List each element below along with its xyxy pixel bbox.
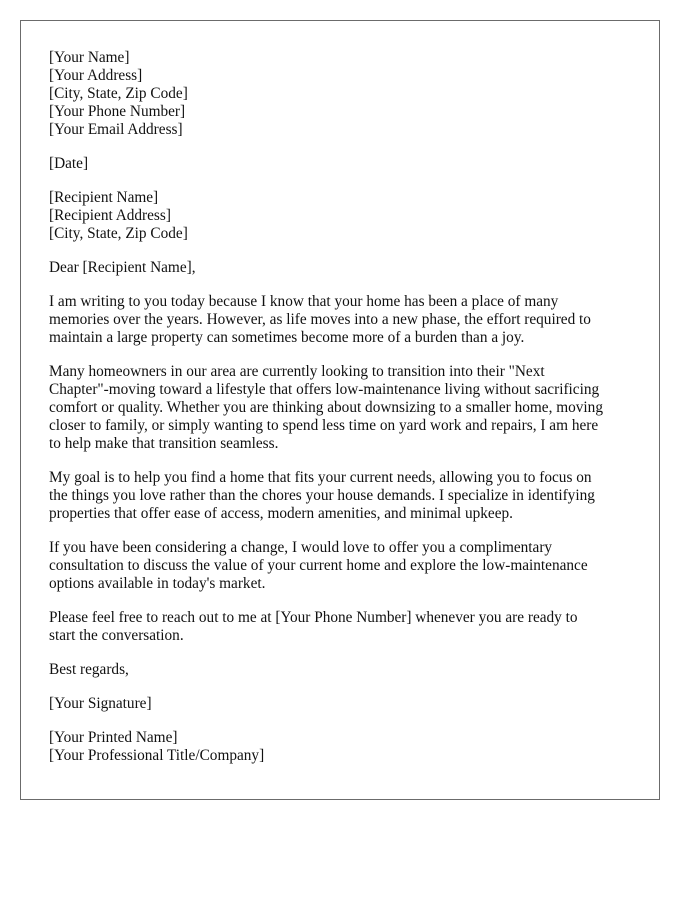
paragraph-line: closer to family, or simply wanting to spend less time on yard work and repairs, I am here — [49, 417, 599, 434]
letter-date: [Date] — [49, 155, 89, 172]
paragraph-line: options available in today's market. — [49, 575, 266, 592]
paragraph-line: consultation to discuss the value of your current home and explore the low-maintenance — [49, 557, 588, 574]
paragraph-3 — [49, 469, 634, 523]
paragraph-2 — [49, 363, 634, 453]
recipient-name: [Recipient Name] — [49, 189, 159, 206]
closing: Best regards, — [49, 661, 129, 678]
paragraph-1 — [49, 293, 634, 347]
paragraph-5 — [49, 609, 634, 645]
paragraph-line: the things you love rather than the chores your house demands. I specialize in identifying — [49, 487, 595, 504]
paragraph-line: My goal is to help you find a home that fits your current needs, allowing you to focus on — [49, 469, 592, 486]
paragraph-line: start the conversation. — [49, 627, 184, 644]
paragraph-line: Chapter"-moving toward a lifestyle that offers low-maintenance living without sacrificing — [49, 381, 600, 398]
paragraph-line: I am writing to you today because I know that your home has been a place of many — [49, 293, 559, 310]
recipient-city-state-zip: [City, State, Zip Code] — [49, 225, 188, 242]
letter-frame — [20, 20, 660, 800]
sender-address: [Your Address] — [49, 67, 143, 84]
paragraph-line: comfort or quality. Whether you are thinking about downsizing to a smaller home, moving — [49, 399, 603, 416]
sender-name: [Your Name] — [49, 49, 130, 66]
sender-block — [49, 49, 634, 139]
salutation: Dear [Recipient Name], — [49, 259, 196, 276]
recipient-block — [49, 189, 634, 243]
sender-email: [Your Email Address] — [49, 121, 183, 138]
paragraph-line: If you have been considering a change, I would love to offer you a complimentary — [49, 539, 553, 556]
sender-phone: [Your Phone Number] — [49, 103, 186, 120]
paragraph-line: maintain a large property can sometimes become more of a burden than a joy. — [49, 329, 525, 346]
paragraph-4 — [49, 539, 634, 593]
paragraph-line: Please feel free to reach out to me at [Your Phone Number] whenever you are ready to — [49, 609, 578, 626]
signature: [Your Signature] — [49, 695, 152, 712]
signature-block — [49, 729, 634, 765]
paragraph-line: memories over the years. However, as life moves into a new phase, the effort required to — [49, 311, 591, 328]
paragraph-line: Many homeowners in our area are currently looking to transition into their "Next — [49, 363, 545, 380]
recipient-address: [Recipient Address] — [49, 207, 171, 224]
paragraph-line: to help make that transition seamless. — [49, 435, 279, 452]
paragraph-line: properties that offer ease of access, modern amenities, and minimal upkeep. — [49, 505, 513, 522]
sender-city-state-zip: [City, State, Zip Code] — [49, 85, 188, 102]
letter-body — [49, 49, 634, 765]
printed-name: [Your Printed Name] — [49, 729, 178, 746]
professional-title: [Your Professional Title/Company] — [49, 747, 265, 764]
